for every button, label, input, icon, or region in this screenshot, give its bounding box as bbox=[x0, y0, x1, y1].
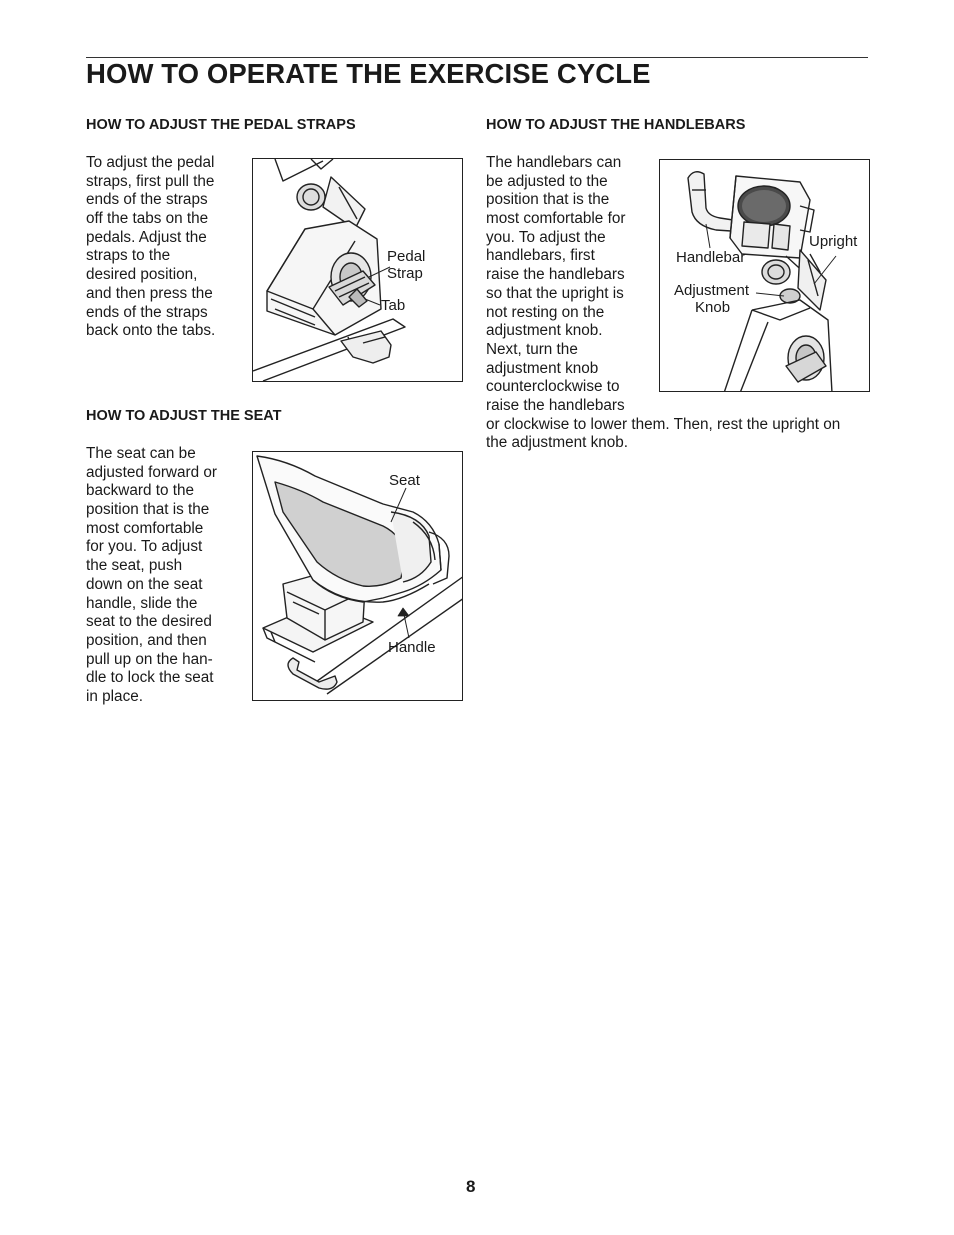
label-adjustment: Adjustment bbox=[674, 282, 750, 299]
text-line: most comfortable bbox=[86, 519, 204, 537]
text-line: not resting on the bbox=[486, 303, 605, 321]
text-line: in place. bbox=[86, 687, 143, 705]
text-line: ends of the straps bbox=[86, 191, 208, 209]
text-line: handle, slide the bbox=[86, 594, 198, 612]
text-line: pedals. Adjust the bbox=[86, 228, 207, 246]
text-line: off the tabs on the bbox=[86, 210, 209, 228]
text-line: straps to the bbox=[86, 247, 171, 265]
text-line: so that the upright is bbox=[486, 284, 624, 302]
label-handlebar: Handlebar bbox=[676, 249, 746, 266]
pedal-strap-illustration bbox=[253, 159, 463, 382]
text-line: adjustment knob. bbox=[486, 322, 603, 340]
handlebars-figure bbox=[659, 159, 870, 392]
label-strap: Strap bbox=[387, 265, 423, 282]
text-line: raise the handlebars bbox=[486, 266, 625, 284]
page-title: HOW TO OPERATE THE EXERCISE CYCLE bbox=[86, 58, 651, 89]
label-handle: Handle bbox=[388, 639, 436, 656]
text-line: be adjusted to the bbox=[486, 172, 608, 190]
seat-figure bbox=[252, 451, 463, 701]
text-line: ends of the straps bbox=[86, 303, 208, 321]
label-seat: Seat bbox=[389, 472, 420, 489]
text-line: most comfortable for bbox=[486, 210, 626, 228]
seat-illustration bbox=[253, 452, 463, 701]
text-line: counterclockwise to bbox=[486, 378, 620, 396]
text-line: and then press the bbox=[86, 284, 213, 302]
text-line: handlebars, first bbox=[486, 247, 595, 265]
pedal-strap-figure bbox=[252, 158, 463, 382]
text-line: backward to the bbox=[86, 482, 194, 500]
text-line: seat to the desired bbox=[86, 613, 212, 631]
text-line: To adjust the pedal bbox=[86, 154, 215, 171]
text-line: dle to lock the seat bbox=[86, 669, 214, 687]
text-line: Next, turn the bbox=[486, 340, 578, 358]
text-line: you. To adjust the bbox=[486, 228, 606, 246]
handlebars-heading: HOW TO ADJUST THE HANDLEBARS bbox=[486, 117, 746, 133]
pedal-straps-paragraph bbox=[86, 154, 215, 341]
text-line: pull up on the han- bbox=[86, 650, 213, 668]
text-line: The seat can be bbox=[86, 445, 196, 462]
page-number: 8 bbox=[466, 1177, 476, 1196]
text-line: position that is the bbox=[86, 501, 210, 519]
text-line: position, and then bbox=[86, 631, 207, 649]
text-line: position that is the bbox=[486, 191, 610, 209]
handlebars-illustration bbox=[660, 160, 870, 392]
seat-heading: HOW TO ADJUST THE SEAT bbox=[86, 408, 282, 424]
text-line: the seat, push bbox=[86, 557, 183, 575]
text-line: adjustment knob bbox=[486, 359, 599, 377]
seat-paragraph bbox=[86, 445, 217, 707]
label-tab: Tab bbox=[381, 297, 406, 314]
pedal-straps-heading: HOW TO ADJUST THE PEDAL STRAPS bbox=[86, 117, 356, 133]
text-line: or clockwise to lower them. Then, rest the upright on bbox=[486, 415, 841, 433]
text-line: straps, first pull the bbox=[86, 172, 215, 190]
text-line: raise the handlebars bbox=[486, 396, 625, 414]
text-line: The handlebars can bbox=[486, 154, 622, 171]
label-knob: Knob bbox=[695, 299, 731, 316]
text-line: down on the seat bbox=[86, 575, 203, 593]
text-line: back onto the tabs. bbox=[86, 322, 216, 340]
label-pedal: Pedal bbox=[387, 248, 426, 265]
label-upright: Upright bbox=[809, 233, 858, 250]
text-line: adjusted forward or bbox=[86, 463, 217, 481]
text-line: the adjustment knob. bbox=[486, 434, 629, 452]
text-line: desired position, bbox=[86, 266, 198, 284]
text-line: for you. To adjust bbox=[86, 538, 203, 556]
